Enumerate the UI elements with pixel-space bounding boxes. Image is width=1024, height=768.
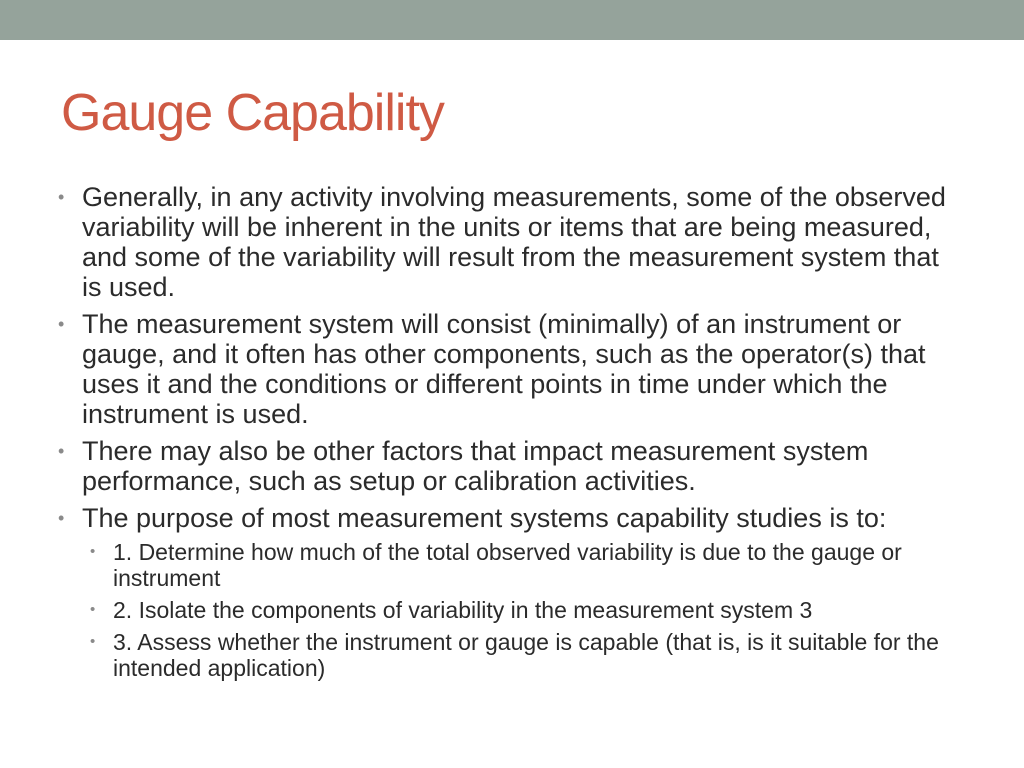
slide-title: Gauge Capability [61,84,444,142]
bullet-dot-icon: • [58,314,65,334]
sub-bullet-item [82,597,958,623]
slide-content [58,182,958,688]
bullet-dot-icon: • [58,441,65,461]
bullet-item [58,503,958,681]
sub-bullet-text: 2. Isolate the components of variability in the measurement system 3 [113,597,813,623]
sub-bullet-dot-icon: • [90,601,96,618]
sub-bullet-dot-icon: • [90,633,96,650]
bullet-item [58,309,958,429]
bullet-text: The purpose of most measurement systems capability studies is to: [82,503,887,533]
sub-bullet-list [82,539,958,681]
bullet-item [58,182,958,302]
bullet-text: There may also be other factors that impact measurement system performance, such as setup or calibration activities. [82,436,869,496]
bullet-dot-icon: • [58,187,65,207]
top-accent-bar [0,0,1024,40]
sub-bullet-item [82,629,958,681]
bullet-text: Generally, in any activity involving measurements, some of the observed variability will be inherent in the units or items that are being measured, and some of the variability will result from the measurement system that is used. [82,182,946,302]
sub-bullet-text: 1. Determine how much of the total observed variability is due to the gauge or instrument [113,539,902,591]
sub-bullet-dot-icon: • [90,543,96,560]
bullet-text: The measurement system will consist (minimally) of an instrument or gauge, and it often has other components, such as the operator(s) that uses it and the conditions or different points in time under which the instrument is used. [82,309,926,429]
bullet-list [58,182,958,681]
bullet-item [58,436,958,496]
bullet-dot-icon: • [58,508,65,528]
sub-bullet-text: 3. Assess whether the instrument or gauge is capable (that is, is it suitable for the intended application) [113,629,939,681]
sub-bullet-item [82,539,958,591]
